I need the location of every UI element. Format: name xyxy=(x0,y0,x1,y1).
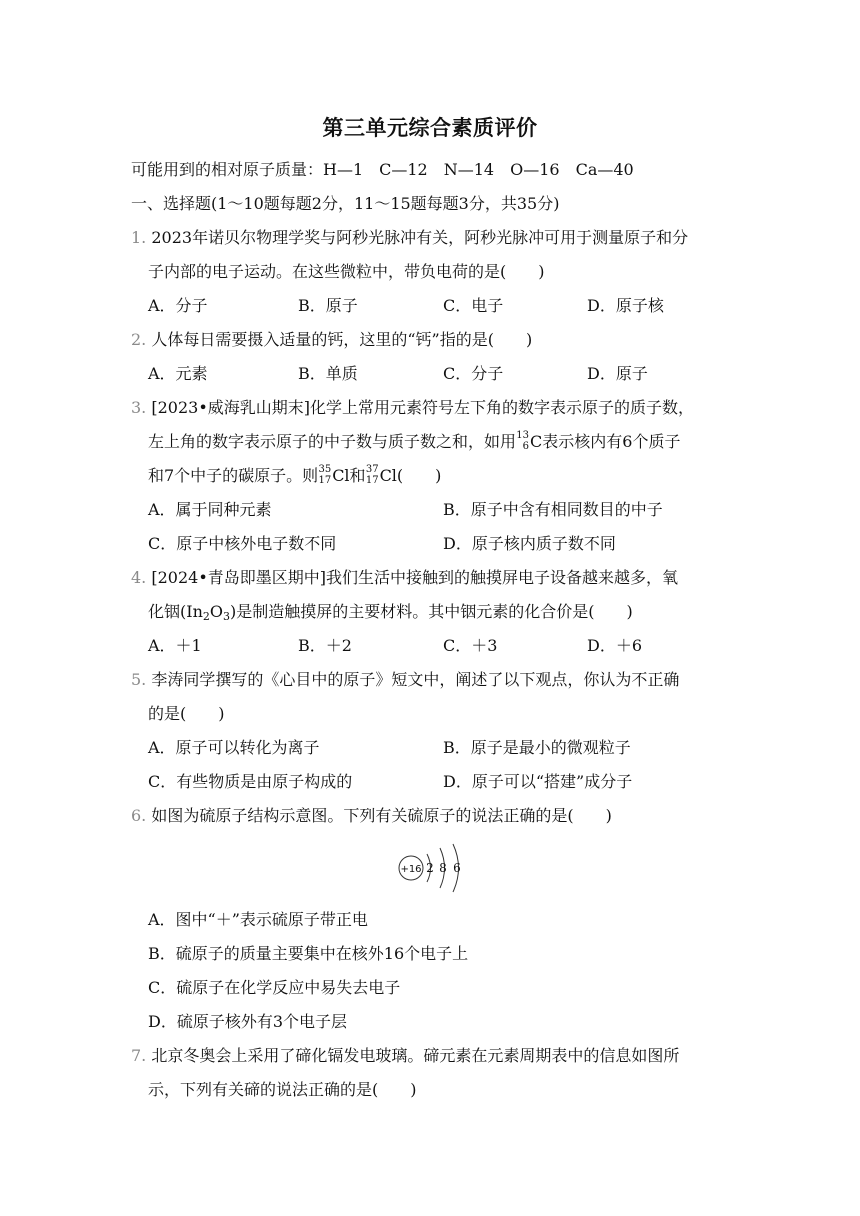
option-c: C．有些物质是由原子构成的 xyxy=(148,772,353,791)
question-3 xyxy=(131,398,694,418)
section-heading: 一、选择题(1～10题每题2分，11～15题每题3分，共35分) xyxy=(131,194,560,213)
question-1 xyxy=(131,228,688,248)
subscript: 3 xyxy=(223,610,230,623)
option-c: C．原子中核外电子数不同 xyxy=(148,534,337,553)
question-text: 化学上常用元素符号左下角的数字表示原子的质子数， xyxy=(310,398,695,417)
shell-electrons-1: 2 xyxy=(426,861,434,875)
mass-number: 13 xyxy=(516,430,530,441)
question-3-line-2 xyxy=(148,432,680,452)
atomic-number: 17 xyxy=(365,475,379,486)
text-segment: 和7个中子的碳原子。则 xyxy=(148,466,319,485)
atomic-number: 17 xyxy=(318,475,332,486)
nucleus-charge: +16 xyxy=(400,864,422,875)
option-a: A．原子可以转化为离子 xyxy=(148,738,320,757)
question-2 xyxy=(131,330,532,350)
option-b: B．＋2 xyxy=(298,636,352,655)
question-text: 我们生活中接触到的触摸屏电子设备越来越多，氧 xyxy=(326,568,679,587)
mass-number: 35 xyxy=(318,464,332,475)
option-b: B．原子中含有相同数目的中子 xyxy=(443,500,663,519)
question-number: 3. xyxy=(131,398,147,417)
question-5 xyxy=(131,670,679,690)
chlorine-35-notation xyxy=(318,466,332,486)
text-segment: Cl和 xyxy=(332,466,366,485)
question-1-line-2: 子内部的电子运动。在这些微粒中，带负电荷的是( ) xyxy=(148,262,545,281)
option-d: D．原子核内质子数不同 xyxy=(443,534,616,553)
option-a: A．属于同种元素 xyxy=(148,500,272,519)
sulfur-atom-structure-diagram xyxy=(396,842,466,894)
question-6 xyxy=(131,806,612,826)
option-b: B．单质 xyxy=(298,364,358,383)
text-segment: C表示核内有6个质子 xyxy=(530,432,681,451)
question-text: 人体每日需要摄入适量的钙，这里的“钙”指的是( ) xyxy=(151,330,533,349)
chlorine-37-notation xyxy=(366,466,380,486)
option-b: B．原子 xyxy=(298,296,358,315)
question-number: 6. xyxy=(131,806,147,825)
question-4 xyxy=(131,568,678,588)
question-7 xyxy=(131,1046,679,1066)
option-d: D．＋6 xyxy=(587,636,643,655)
option-d: D．原子可以“搭建”成分子 xyxy=(443,772,633,791)
atomic-number: 6 xyxy=(522,441,530,452)
text-segment: 左上角的数字表示原子的中子数与质子数之和，如用 xyxy=(148,432,517,451)
option-a: A．分子 xyxy=(148,296,208,315)
question-number: 4. xyxy=(131,568,147,587)
option-c: C．＋3 xyxy=(443,636,498,655)
option-a: A．＋1 xyxy=(148,636,202,655)
option-a: A．图中“＋”表示硫原子带正电 xyxy=(148,910,368,929)
question-number: 2. xyxy=(131,330,147,349)
question-5-line-2: 的是( ) xyxy=(148,704,225,723)
carbon-isotope-notation xyxy=(516,432,530,452)
question-source: [2023•威海乳山期末] xyxy=(151,398,311,417)
option-d: D．硫原子核外有3个电子层 xyxy=(148,1012,348,1031)
text-segment: O xyxy=(209,602,223,621)
option-a: A．元素 xyxy=(148,364,208,383)
subscript: 2 xyxy=(202,610,210,623)
question-text: 如图为硫原子结构示意图。下列有关硫原子的说法正确的是( ) xyxy=(151,806,612,825)
question-number: 5. xyxy=(131,670,147,689)
option-c: C．分子 xyxy=(443,364,504,383)
question-text: 李涛同学撰写的《心目中的原子》短文中，阐述了以下观点，你认为不正确 xyxy=(151,670,680,689)
atomic-masses: 可能用到的相对原子质量：H—1 C—12 N—14 O—16 Ca—40 xyxy=(131,160,634,179)
text-segment: 化铟(In xyxy=(148,602,203,621)
question-3-line-3 xyxy=(148,466,441,486)
question-text: 北京冬奥会上采用了碲化镉发电玻璃。碲元素在元素周期表中的信息如图所 xyxy=(151,1046,680,1065)
mass-number: 37 xyxy=(365,464,379,475)
question-number: 1. xyxy=(131,228,147,247)
option-d: D．原子核 xyxy=(587,296,664,315)
option-c: C．电子 xyxy=(443,296,504,315)
text-segment: Cl( ) xyxy=(379,466,442,485)
question-source: [2024•青岛即墨区期中] xyxy=(151,568,327,587)
shell-electrons-3: 6 xyxy=(453,861,461,875)
option-d: D．原子 xyxy=(587,364,648,383)
option-b: B．硫原子的质量主要集中在核外16个电子上 xyxy=(148,944,469,963)
question-4-line-2 xyxy=(148,602,633,627)
question-7-line-2: 示，下列有关碲的说法正确的是( ) xyxy=(148,1080,417,1099)
option-c: C．硫原子在化学反应中易失去电子 xyxy=(148,978,401,997)
text-segment: )是制造触摸屏的主要材料。其中铟元素的化合价是( ) xyxy=(230,602,633,621)
shell-electrons-2: 8 xyxy=(439,861,447,875)
question-number: 7. xyxy=(131,1046,147,1065)
page-title: 第三单元综合素质评价 xyxy=(322,116,538,140)
question-text: 2023年诺贝尔物理学奖与阿秒光脉冲有关，阿秒光脉冲可用于测量原子和分 xyxy=(151,228,689,247)
option-b: B．原子是最小的微观粒子 xyxy=(443,738,631,757)
